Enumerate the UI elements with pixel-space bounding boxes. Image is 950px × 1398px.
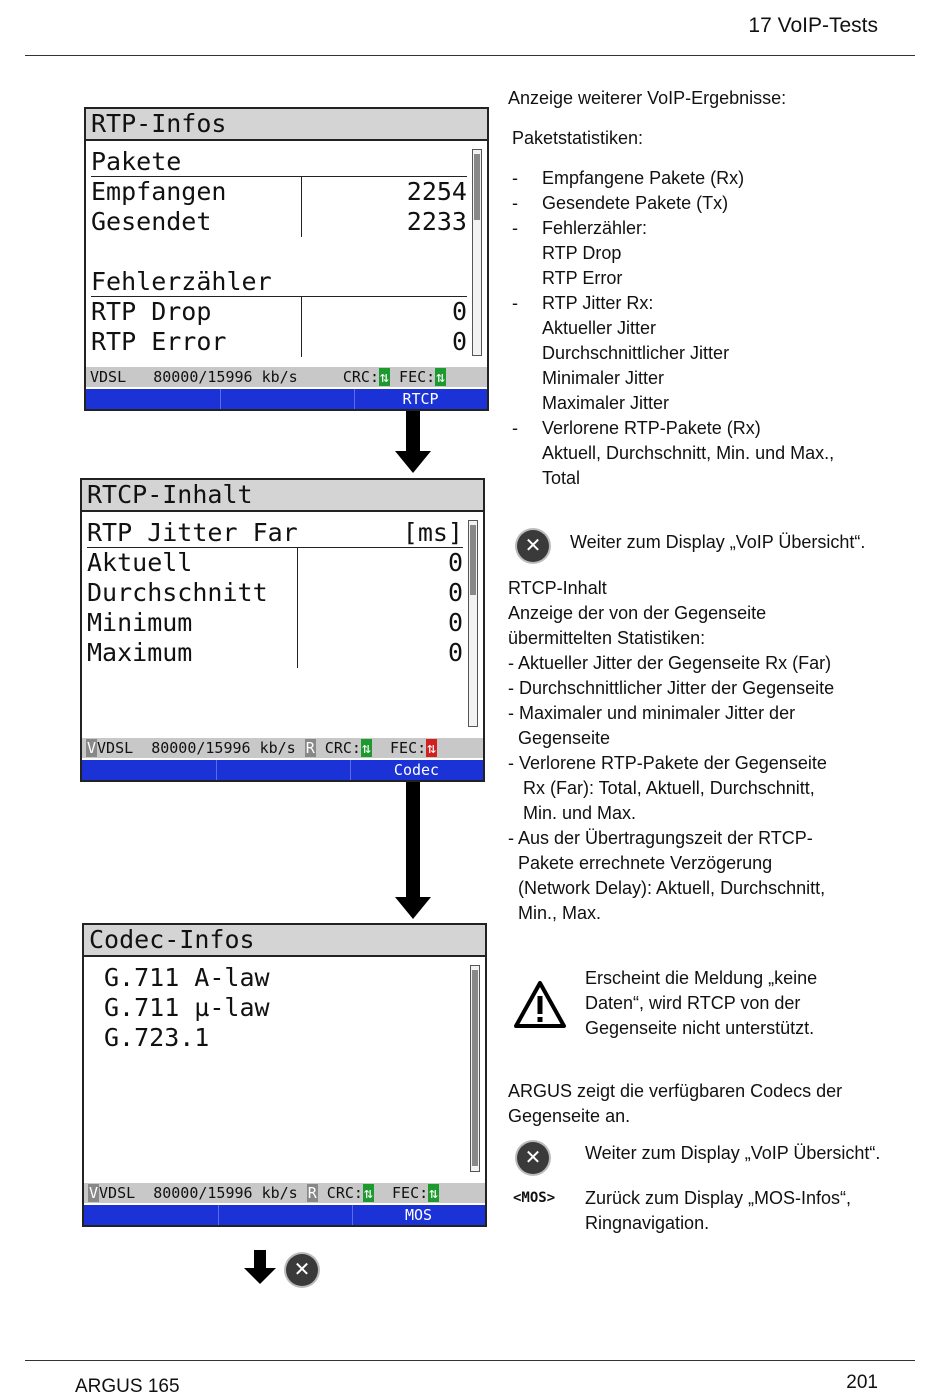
row-label: Durchschnitt	[87, 578, 268, 607]
status-bar: VVDSL 80000/15996 kb/s R CRC:⇅ FEC:⇅	[82, 738, 483, 758]
list-item: Gesendete Pakete (Tx)	[542, 193, 729, 213]
row-value: 0	[447, 548, 463, 577]
fec-indicator: ⇅	[427, 739, 437, 757]
codec-item: G.711 µ-law	[104, 993, 270, 1022]
row-label: Empfangen	[91, 177, 227, 206]
warning-text: Erscheint die Meldung „keine Daten“, wird RTCP von der Gegenseite nicht unterstützt.	[585, 968, 818, 1038]
softkey-bar[interactable]	[84, 1205, 485, 1225]
list-item: Minimaler Jitter	[542, 368, 665, 388]
list-item: Maximaler Jitter	[542, 393, 670, 413]
list-item: Durchschnittlicher Jitter	[542, 343, 730, 363]
row-value: 0	[451, 327, 467, 356]
row-label: Maximum	[87, 638, 193, 667]
list-item: Aktueller Jitter	[542, 318, 657, 338]
rtcp-inhalt-screen	[80, 478, 485, 782]
status-bar: VDSL 80000/15996 kb/s CRC:⇅ FEC:⇅	[86, 367, 487, 387]
section-heading: Pakete	[91, 147, 182, 176]
divider	[297, 548, 298, 668]
list-item: RTP Drop	[542, 243, 622, 263]
list-bullet: -	[512, 293, 518, 313]
screen-title: RTCP-Inhalt	[82, 480, 483, 512]
status-bar: VVDSL 80000/15996 kb/s R CRC:⇅ FEC:⇅	[84, 1183, 485, 1203]
rtcp-description: RTCP-Inhalt Anzeige der von der Gegenseite übermittelten Statistiken: - Aktueller Jitter der Gegenseite Rx (Far) - Durchschnittlicher Jitter der Gegenseite - Maximaler und minimaler Jitter der Gegenseite - Verlorene RTP-Pakete der Gegenseite Rx (Far): Total, Aktuell, Durchschnitt, Min. und Max. - Aus der Übertragungszeit der RTCP- Pakete errechnete Verzögerung (Network Delay): Aktuell, Durchschnitt, Min., Max.	[508, 578, 835, 923]
scrollbar-thumb[interactable]	[472, 970, 478, 1166]
arrow-down-icon	[395, 897, 431, 919]
scrollbar[interactable]	[472, 149, 482, 356]
header-rule	[25, 55, 915, 56]
softkey-mos[interactable]: MOS	[404, 1206, 433, 1224]
list-bullet: -	[512, 193, 518, 213]
section-heading: Fehlerzähler	[91, 267, 272, 296]
footer-product: ARGUS 165	[75, 1376, 180, 1397]
list-item: RTP Error	[542, 268, 623, 288]
softkey-bar[interactable]	[86, 389, 487, 409]
row-value: 0	[447, 608, 463, 637]
list-item: Aktuell, Durchschnitt, Min. und Max.,	[542, 443, 835, 463]
page-number: 201	[846, 1372, 878, 1393]
divider	[301, 177, 302, 237]
softkey-codec[interactable]: Codec	[393, 761, 440, 779]
screen-title: Codec-Infos	[84, 925, 485, 957]
unit-label: [ms]	[402, 518, 463, 547]
intro-text: Anzeige weiterer VoIP-Ergebnisse:	[508, 88, 787, 108]
list-bullet: -	[512, 418, 518, 438]
scrollbar-thumb[interactable]	[470, 525, 476, 595]
warning-icon	[513, 980, 567, 1030]
list-item: RTP Jitter Rx:	[542, 293, 654, 313]
footer-rule	[25, 1360, 915, 1361]
list-bullet: -	[512, 218, 518, 238]
row-value: 0	[451, 297, 467, 326]
list-item: Total	[542, 468, 581, 488]
row-label: RTP Drop	[91, 297, 212, 326]
arrow-down-icon	[406, 782, 420, 897]
row-label: Aktuell	[87, 548, 193, 577]
mos-key[interactable]: <MOS>	[513, 1190, 556, 1206]
list-item: Fehlerzähler:	[542, 218, 648, 238]
codecs-note: ARGUS zeigt die verfügbaren Codecs der Gegenseite an.	[508, 1081, 843, 1126]
packet-stats-heading: Paketstatistiken:	[512, 128, 644, 148]
row-value: 2233	[406, 207, 467, 236]
codec-infos-screen	[82, 923, 487, 1227]
fec-indicator: ⇅	[436, 368, 446, 386]
close-icon[interactable]: ✕	[286, 1254, 318, 1286]
next-overview-text: Weiter zum Display „VoIP Übersicht“.	[570, 532, 866, 552]
arrow-down-icon	[406, 411, 420, 451]
crc-indicator: ⇅	[361, 739, 371, 757]
screen-title: RTP-Infos	[86, 109, 487, 141]
list-item: Empfangene Pakete (Rx)	[542, 168, 745, 188]
close-icon[interactable]: ✕	[517, 530, 549, 562]
divider	[301, 297, 302, 357]
codec-item: G.711 A-law	[104, 963, 270, 992]
section-heading: RTP Jitter Far	[87, 518, 298, 547]
arrow-down-icon	[395, 451, 431, 473]
arrow-down-icon	[244, 1268, 276, 1284]
scrollbar-thumb[interactable]	[474, 154, 480, 220]
row-value: 2254	[406, 177, 467, 206]
fec-indicator: ⇅	[429, 1184, 439, 1202]
next-overview-text: Weiter zum Display „VoIP Übersicht“.	[585, 1143, 881, 1163]
list-bullet: -	[512, 168, 518, 188]
arrow-down-icon	[254, 1250, 266, 1268]
scrollbar[interactable]	[468, 520, 478, 727]
crc-indicator: ⇅	[363, 1184, 373, 1202]
row-value: 0	[447, 578, 463, 607]
row-label: Minimum	[87, 608, 193, 637]
softkey-bar[interactable]	[82, 760, 483, 780]
row-value: 0	[447, 638, 463, 667]
close-icon[interactable]: ✕	[517, 1142, 549, 1174]
codec-item: G.723.1	[104, 1023, 210, 1052]
softkey-rtcp[interactable]: RTCP	[402, 390, 439, 408]
crc-indicator: ⇅	[379, 368, 390, 386]
chapter-title: 17 VoIP-Tests	[748, 14, 878, 37]
rtp-infos-screen	[84, 107, 489, 411]
back-text: Zurück zum Display „MOS-Infos“, Ringnavigation.	[585, 1188, 852, 1233]
row-label: Gesendet	[91, 207, 212, 236]
row-label: RTP Error	[91, 327, 227, 356]
scrollbar[interactable]	[470, 965, 480, 1172]
list-item: Verlorene RTP-Pakete (Rx)	[542, 418, 761, 438]
